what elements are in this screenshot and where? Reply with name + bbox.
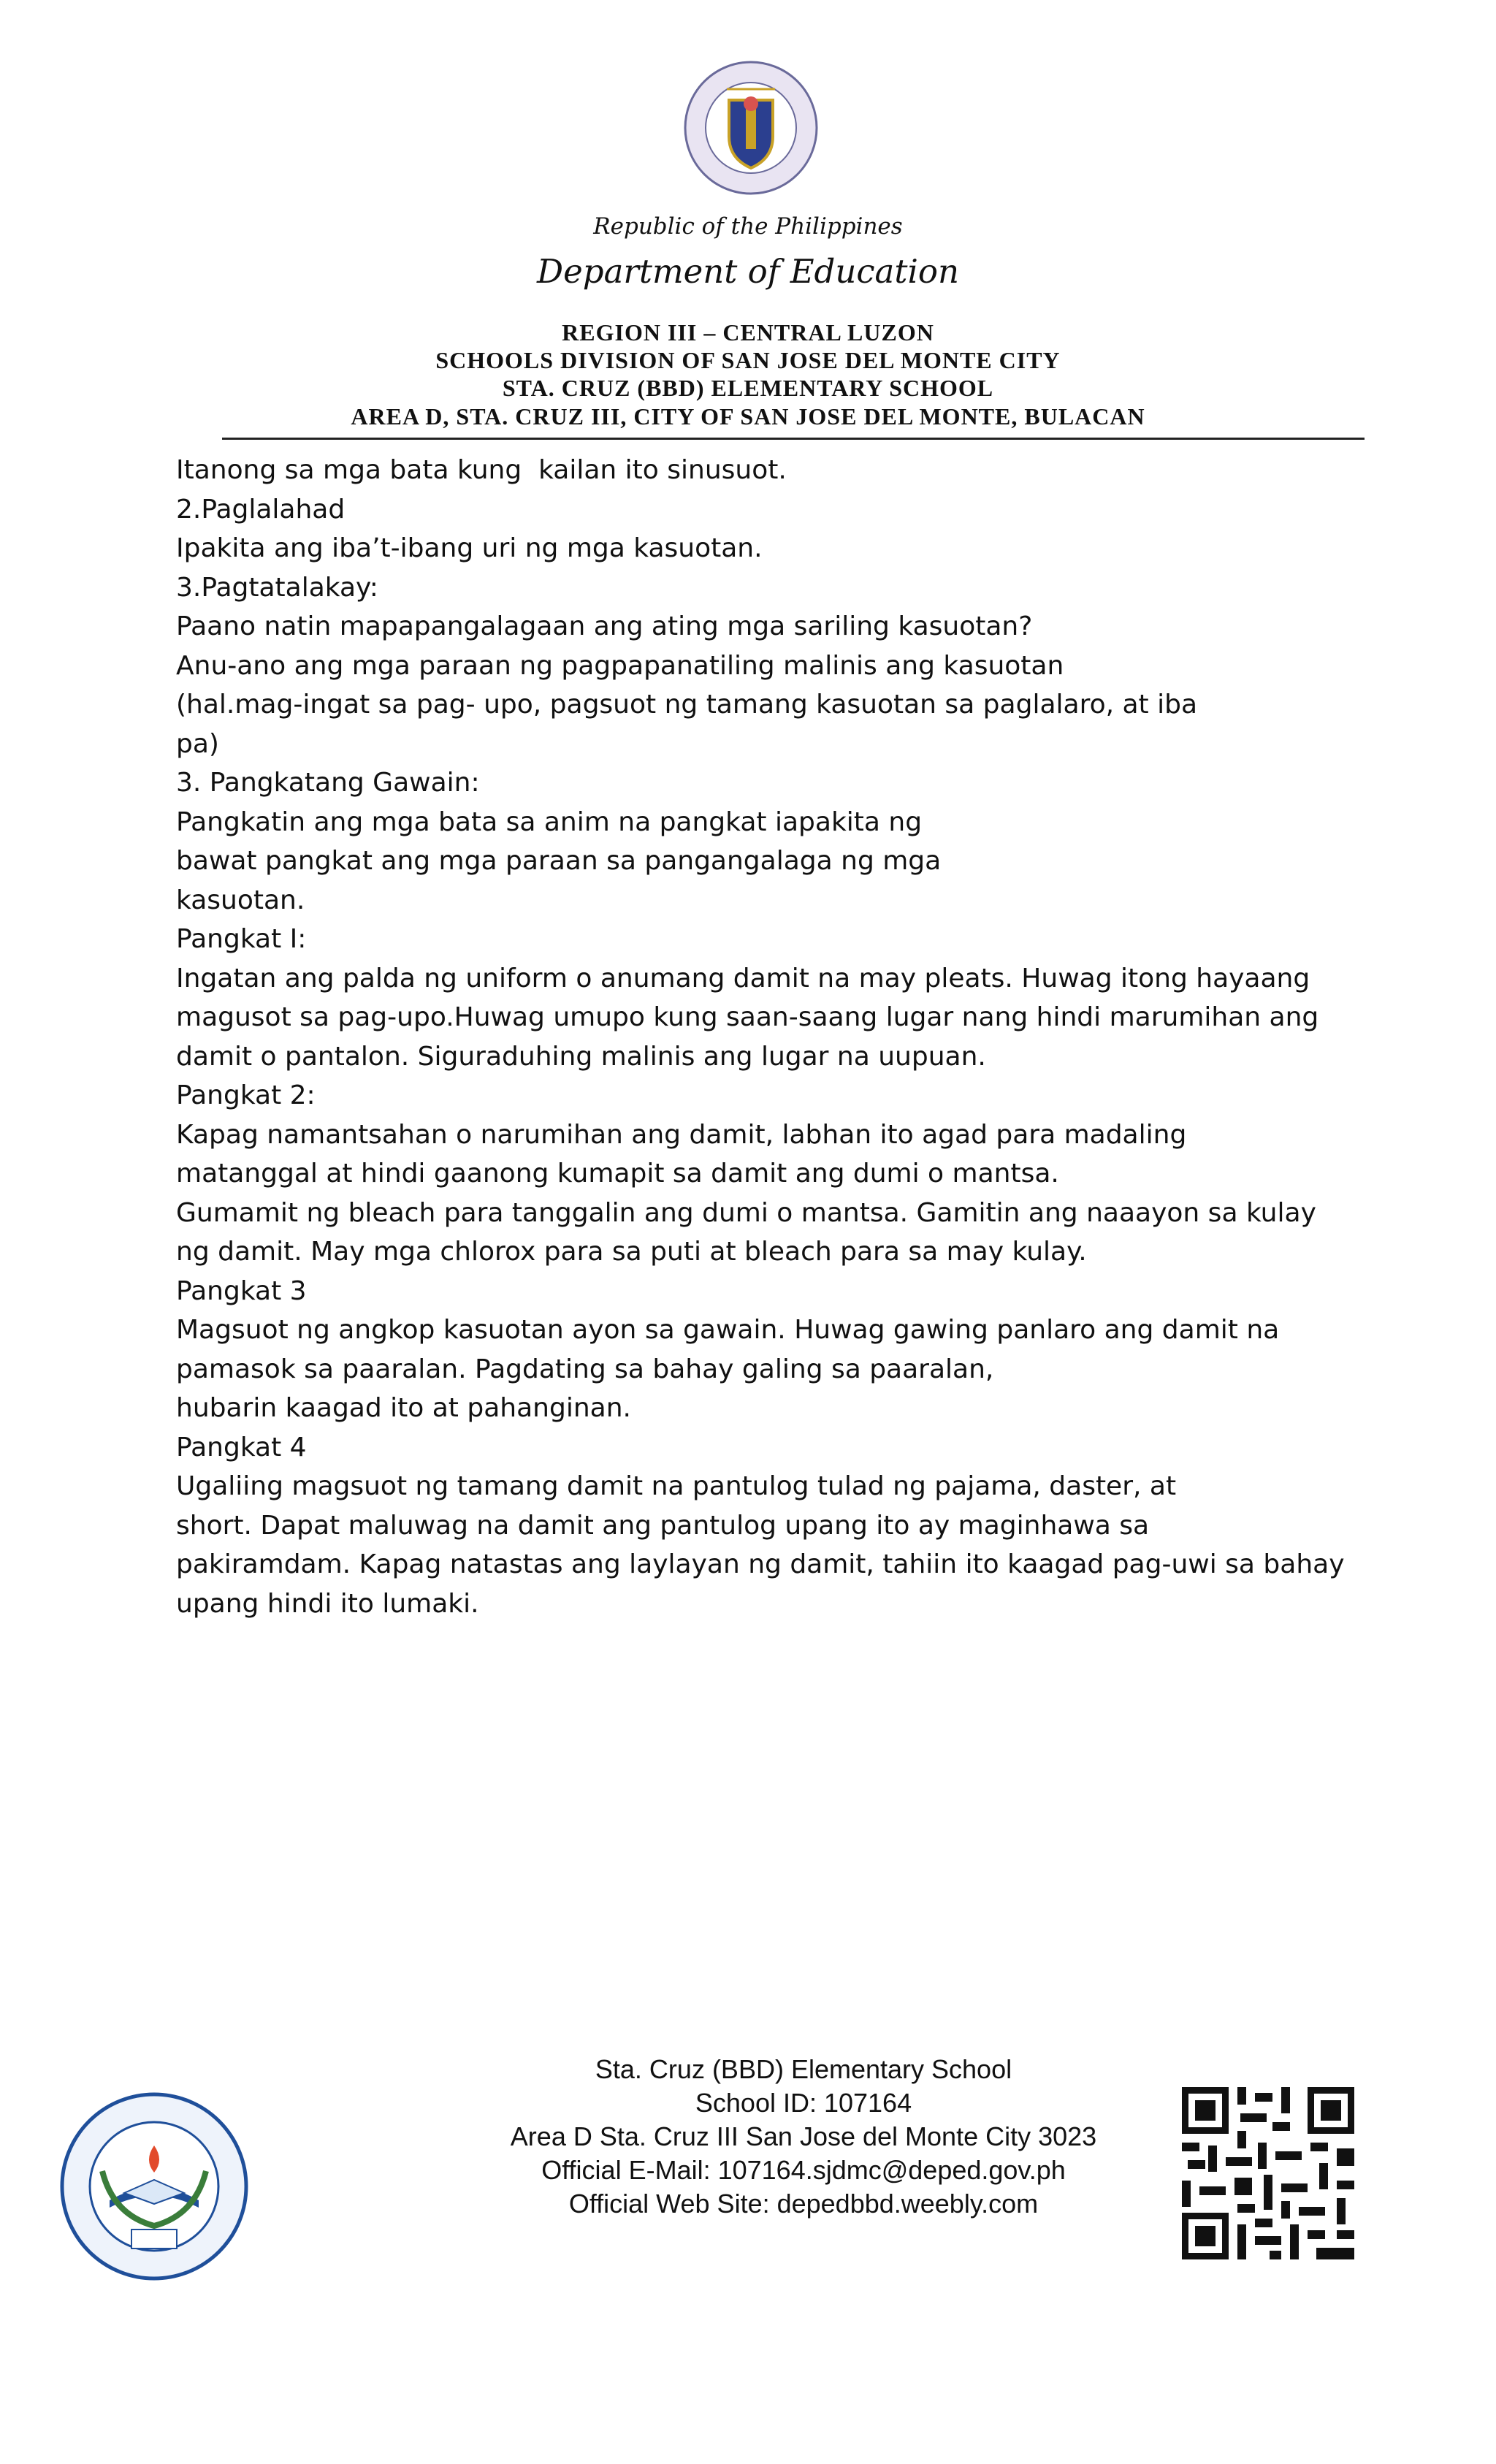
- document-body: [176, 451, 1359, 1623]
- group-heading: Pangkat 3: [176, 1275, 307, 1306]
- footer-school-name: Sta. Cruz (BBD) Elementary School: [595, 2054, 1012, 2084]
- body-line: (hal.mag-ingat sa pag- upo, pagsuot ng tamang kasuotan sa paglalaro, at iba: [176, 690, 1198, 720]
- republic-heading: Republic of the Philippines: [593, 213, 903, 240]
- group-heading: Pangkat 4: [176, 1432, 307, 1462]
- body-line: hubarin kaagad ito at pahanginan.: [176, 1393, 631, 1423]
- body-line: pamasok sa paaralan. Pagdating sa bahay galing sa paaralan,: [176, 1354, 994, 1384]
- group-heading: Pangkat I:: [176, 924, 307, 954]
- school-logo-icon: [58, 2091, 250, 2282]
- body-line: short. Dapat maluwag na damit ang pantulog upang ito ay maginhawa sa: [176, 1510, 1150, 1541]
- body-line: Kapag namantsahan o narumihan ang damit, labhan ito agad para madaling: [176, 1119, 1187, 1150]
- body-line: magusot sa pag-upo.Huwag umupo kung saan-saang lugar nang hindi marumihan ang: [176, 1002, 1319, 1032]
- section-heading: 3.Pagtatalakay:: [176, 572, 378, 603]
- footer-website: Official Web Site: depedbbd.weebly.com: [568, 2189, 1039, 2219]
- section-heading: 3. Pangkatang Gawain:: [176, 768, 480, 798]
- footer-email: Official E-Mail: 107164.sjdmc@deped.gov.ph: [541, 2155, 1066, 2185]
- body-line: pa): [176, 728, 219, 759]
- section-heading: 2.Paglalahad: [176, 494, 346, 525]
- body-line: kasuotan.: [176, 885, 305, 915]
- body-line: Ipakita ang iba’t-ibang uri ng mga kasuotan.: [176, 533, 763, 563]
- body-line: Magsuot ng angkop kasuotan ayon sa gawain. Huwag gawing panlaro ang damit na: [176, 1315, 1280, 1345]
- body-line: Anu-ano ang mga paraan ng pagpapanatiling malinis ang kasuotan: [176, 650, 1064, 681]
- deped-seal-icon: [683, 60, 819, 196]
- qr-code-icon: [1182, 2087, 1354, 2259]
- body-line: upang hindi ito lumaki.: [176, 1588, 479, 1619]
- body-line: Paano natin mapapangalagaan ang ating mga sariling kasuotan?: [176, 611, 1033, 641]
- department-heading: Department of Education: [537, 252, 959, 291]
- body-line: Ugaliing magsuot ng tamang damit na pantulog tulad ng pajama, daster, at: [176, 1471, 1177, 1501]
- region-line: REGION III – CENTRAL LUZON: [562, 319, 934, 346]
- division-line: SCHOOLS DIVISION OF SAN JOSE DEL MONTE CITY: [435, 347, 1061, 373]
- body-line: Gumamit ng bleach para tanggalin ang dumi o mantsa. Gamitin ang naaayon sa kulay: [176, 1197, 1316, 1228]
- body-line: pakiramdam. Kapag natastas ang laylayan ng damit, tahiin ito kaagad pag-uwi sa bahay: [176, 1549, 1345, 1579]
- body-line: damit o pantalon. Siguraduhing malinis ang lugar na uupuan.: [176, 1041, 986, 1072]
- body-line: Ingatan ang palda ng uniform o anumang damit na may pleats. Huwag itong hayaang: [176, 963, 1310, 993]
- body-line: Pangkatin ang mga bata sa anim na pangkat iapakita ng: [176, 806, 923, 837]
- body-line: matanggal at hindi gaanong kumapit sa damit ang dumi o mantsa.: [176, 1159, 1059, 1189]
- address-line: AREA D, STA. CRUZ III, CITY OF SAN JOSE DEL MONTE, BULACAN: [351, 403, 1145, 430]
- body-line: ng damit. May mga chlorox para sa puti at bleach para sa may kulay.: [176, 1237, 1087, 1267]
- footer-school-id: School ID: 107164: [695, 2088, 912, 2118]
- body-line: bawat pangkat ang mga paraan sa pangangalaga ng mga: [176, 846, 942, 876]
- header-divider: [222, 438, 1365, 440]
- group-heading: Pangkat 2:: [176, 1080, 316, 1110]
- body-line: Itanong sa mga bata kung kailan ito sinusuot.: [176, 455, 787, 485]
- footer-contact: [482, 2053, 1125, 2221]
- school-line: STA. CRUZ (BBD) ELEMENTARY SCHOOL: [502, 375, 994, 401]
- footer-address: Area D Sta. Cruz III San Jose del Monte City 3023: [510, 2121, 1097, 2151]
